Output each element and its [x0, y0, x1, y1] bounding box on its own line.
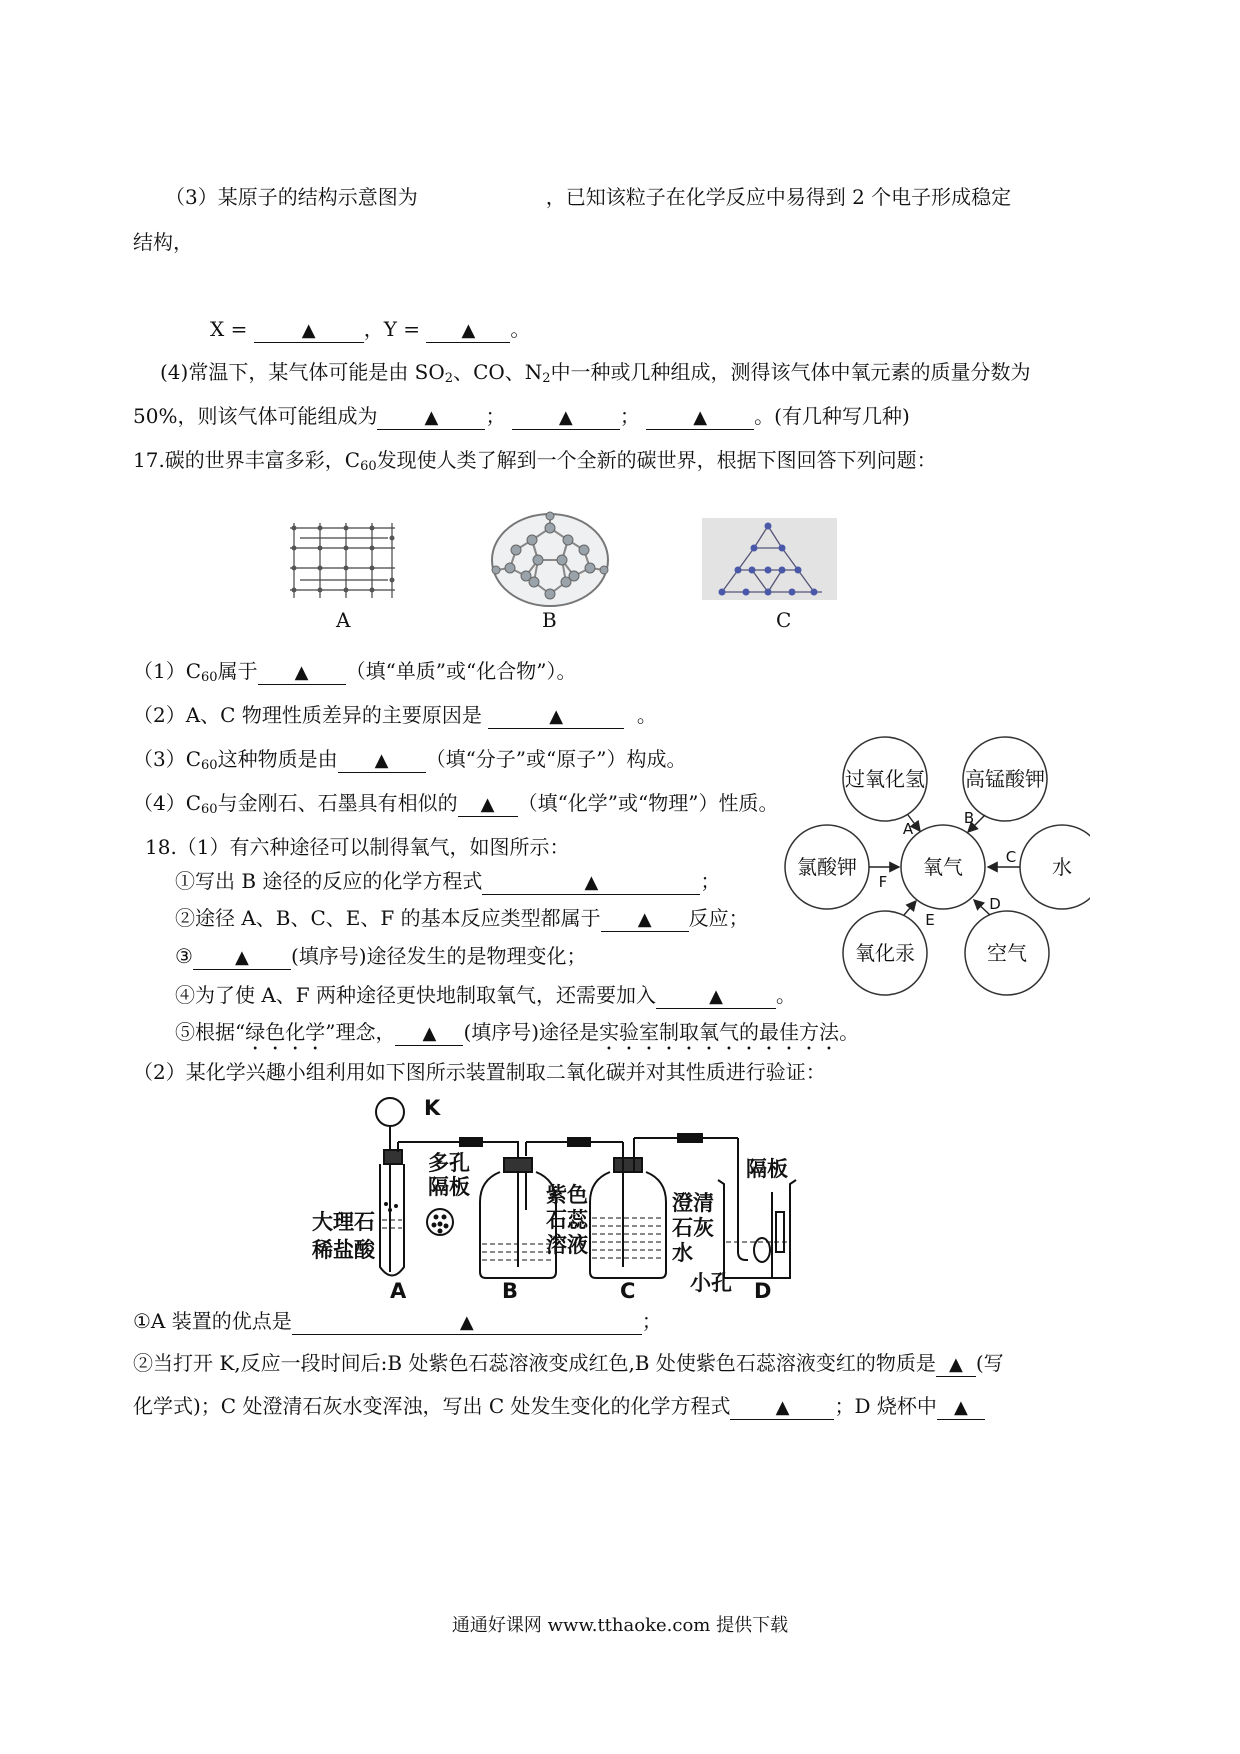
- arrow-label-e: E: [925, 911, 935, 929]
- arrow-label-f: F: [878, 873, 888, 891]
- figure-label-c: C: [776, 608, 792, 632]
- q18-item4: ④为了使 A、F 两种途径更快地制取氧气，还需要加入 ▲ 。: [175, 983, 797, 1007]
- acid-label: 稀盐酸: [312, 1238, 375, 1262]
- node-label-water: 水: [1052, 855, 1072, 879]
- litmus-label-1: 紫色: [546, 1183, 588, 1207]
- partition-label: 隔板: [746, 1157, 788, 1181]
- apparatus-label-a: A: [390, 1279, 407, 1303]
- answer-blank-18-3[interactable]: ▲: [193, 945, 291, 970]
- hole-label: 小孔: [690, 1271, 732, 1295]
- apparatus-label-b: B: [502, 1279, 519, 1303]
- answer-blank-gas3[interactable]: ▲: [646, 405, 754, 430]
- node-label-kmno4: 高锰酸钾: [965, 767, 1045, 791]
- answer-blank-gas2[interactable]: ▲: [512, 405, 620, 430]
- q17-sub2: （2）A、C 物理性质差异的主要原因是 ▲ 。: [133, 703, 657, 727]
- apparatus-label-c: C: [620, 1279, 636, 1303]
- q16-part4-line2: 50%，则该气体可能组成为 ▲ ； ▲ ； ▲ 。(有几种写几种): [133, 404, 910, 428]
- q17-sub4: $(4)C_{60}$与金刚石、石墨具有相似的 ▲ （填“化学”或“物理”）性质。: [133, 791, 779, 817]
- marble-label: 大理石: [312, 1210, 375, 1234]
- porous-label-1: 多孔: [428, 1151, 470, 1175]
- q18-answer1: ①A 装置的优点是 ▲ ；: [133, 1309, 662, 1333]
- q18-answer3: 化学式)；C 处澄清石灰水变浑浊，写出 C 处发生变化的化学方程式 ▲ ；D 烧杯中 ▲: [133, 1392, 985, 1420]
- oxygen-pathways-diagram: [780, 735, 1090, 1010]
- node-label-kclo3: 氯酸钾: [797, 855, 857, 879]
- answer-blank-17-3[interactable]: ▲: [338, 748, 426, 773]
- valve-k-label: K: [424, 1096, 441, 1120]
- answer-blank-18-2[interactable]: ▲: [601, 907, 689, 932]
- q18-answer2: ②当打开 K,反应一段时间后:B 处紫色石蕊溶液变成红色,B 处使紫色石蕊溶液变红的物质是 ▲ (写: [133, 1351, 1004, 1375]
- q16-part3-line1: （3）某原子的结构示意图为 ，已知该粒子在化学反应中易得到 2 个电子形成稳定: [165, 185, 1012, 209]
- apparatus-label-d: D: [754, 1279, 772, 1303]
- answer-blank-17-1[interactable]: ▲: [258, 660, 346, 685]
- page-footer: 通通好课网 www.tthaoke.com 提供下载: [451, 1615, 789, 1636]
- figure-label-a: A: [336, 608, 351, 632]
- answer-blank-18-5[interactable]: ▲: [395, 1021, 463, 1046]
- q16-part4-line1: (4)常温下，某气体可能是由 $SO_2$、CO、$N_2$中一种或几种组成，测得该气体中氧元素的质量分数为: [160, 360, 1031, 386]
- arrow-label-a: A: [902, 820, 914, 838]
- answer-blank-18-1[interactable]: ▲: [482, 870, 700, 895]
- figure-label-b: B: [542, 608, 557, 632]
- answer-blank-18-a1[interactable]: ▲: [292, 1310, 642, 1335]
- node-label-h2o2: 过氧化氢: [845, 767, 925, 791]
- answer-blank-y[interactable]: ▲: [426, 318, 510, 343]
- arrow-label-b: B: [963, 809, 975, 827]
- q16-part3-line2: 结构，: [133, 230, 193, 254]
- q18-item5: ⑤根据“绿色化学”理念， ▲ (填序号)途径是实验室制取氧气的最佳方法。: [175, 1020, 860, 1044]
- diamond-structure-figure: [280, 518, 405, 603]
- q18-item1: ①写出 B 途径的反应的化学方程式 ▲ ；: [175, 869, 721, 893]
- q17-stem: 17.碳的世界丰富多彩，$C_{60}$发现使人类了解到一个全新的碳世界，根据下图回答下列问题：: [133, 448, 937, 474]
- q18-stem: 18.（1）有六种途径可以制得氧气，如图所示：: [145, 835, 570, 859]
- q18-item3: ③ ▲ (填序号)途径发生的是物理变化；: [175, 944, 587, 968]
- limewater-label-3: 水: [672, 1241, 693, 1265]
- answer-blank-gas1[interactable]: ▲: [377, 405, 485, 430]
- c60-structure-figure: [486, 510, 614, 610]
- co2-apparatus-figure: [300, 1092, 820, 1304]
- q16-xy-line: X = ▲ ，Y = ▲ 。: [210, 317, 531, 341]
- graphite-structure-figure: [702, 518, 837, 600]
- q17-sub3: $(3)C_{60}$这种物质是由 ▲ （填“分子”或“原子”）构成。: [133, 747, 687, 773]
- arrow-label-d: D: [989, 895, 1001, 913]
- answer-blank-18-4[interactable]: ▲: [656, 984, 776, 1009]
- litmus-label-3: 溶液: [546, 1233, 588, 1257]
- limewater-label-1: 澄清: [672, 1191, 714, 1215]
- answer-blank-18-a2[interactable]: ▲: [936, 1352, 976, 1377]
- q18-item2: ②途径 A、B、C、E、F 的基本反应类型都属于 ▲ 反应；: [175, 906, 749, 930]
- q18-part2-stem: （2）某化学兴趣小组利用如下图所示装置制取二氧化碳并对其性质进行验证：: [133, 1060, 826, 1084]
- q17-sub1: $(1)C_{60}$属于 ▲ （填“单质”或“化合物”）。: [133, 659, 577, 685]
- answer-blank-17-2[interactable]: ▲: [488, 704, 624, 729]
- limewater-label-2: 石灰: [672, 1216, 714, 1240]
- answer-blank-x[interactable]: ▲: [254, 318, 364, 343]
- arrow-label-c: C: [1005, 848, 1017, 866]
- center-oxygen-label: 氧气: [923, 855, 963, 879]
- litmus-label-2: 石蕊: [546, 1208, 588, 1232]
- answer-blank-18-a4[interactable]: ▲: [937, 1395, 985, 1420]
- answer-blank-18-a3[interactable]: ▲: [730, 1395, 834, 1420]
- node-label-air: 空气: [987, 941, 1027, 965]
- answer-blank-17-4[interactable]: ▲: [458, 792, 518, 817]
- node-label-hgo: 氧化汞: [855, 941, 915, 965]
- porous-label-2: 隔板: [428, 1175, 470, 1199]
